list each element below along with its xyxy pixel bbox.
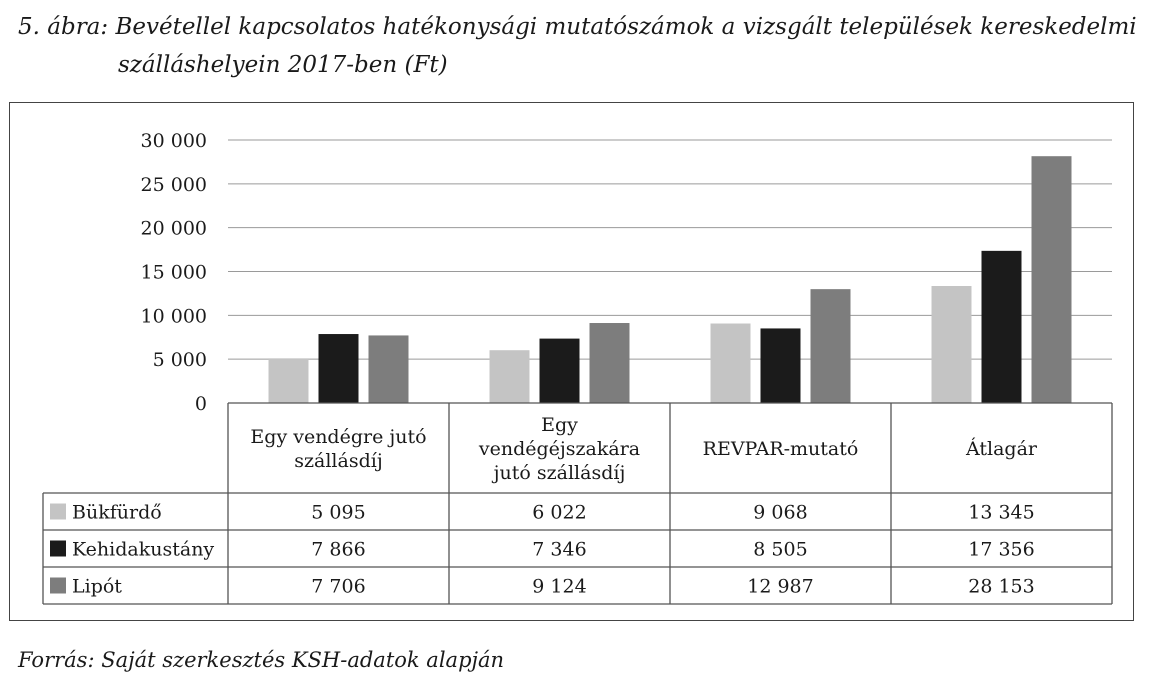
bar (982, 251, 1022, 403)
category-label: Átlagár (966, 438, 1037, 460)
bar (761, 328, 801, 403)
y-tick-label: 30 000 (140, 130, 207, 152)
table-value: 6 022 (532, 501, 587, 524)
category-label: vendégéjszakára (478, 438, 641, 460)
bar (711, 324, 751, 403)
table-value: 5 095 (311, 501, 366, 524)
bar (369, 335, 409, 403)
table-value: 9 124 (532, 575, 587, 598)
category-label: Egy vendégre jutó (250, 426, 427, 448)
bar (1032, 156, 1072, 403)
table-value: 9 068 (753, 501, 808, 524)
bar (269, 358, 309, 403)
table-value: 13 345 (968, 501, 1035, 524)
bars (269, 156, 1072, 403)
legend-swatch (50, 504, 66, 520)
y-tick-label: 5 000 (152, 349, 207, 372)
data-table (43, 403, 1112, 604)
y-axis (141, 130, 207, 415)
bar (540, 339, 580, 403)
bar (932, 286, 972, 403)
table-value: 12 987 (747, 575, 814, 598)
table-value: 7 346 (532, 538, 587, 561)
chart-title-line-2: szálláshelyein 2017-ben (Ft) (118, 52, 448, 78)
table-value: 7 706 (311, 575, 366, 598)
bar (319, 334, 359, 403)
y-tick-label: 20 000 (140, 217, 207, 240)
y-tick-label: 25 000 (140, 173, 207, 196)
category-label: REVPAR-mutató (702, 438, 859, 460)
category-label: jutó szállásdíj (493, 462, 626, 484)
chart-title-line-1: 5. ábra: Bevétellel kapcsolatos hatékonysági mutatószámok a vizsgált települések kereskedelmi (18, 14, 1137, 40)
legend-label: Bükfürdő (72, 501, 162, 524)
y-tick-label: 10 000 (140, 305, 207, 328)
legend-swatch (50, 541, 66, 557)
gridlines (228, 140, 1112, 359)
table-value: 7 866 (311, 538, 366, 561)
category-label: Egy (541, 414, 578, 436)
legend-label: Lipót (72, 575, 122, 598)
y-tick-label: 0 (194, 393, 207, 415)
bar (811, 289, 851, 403)
legend-swatch (50, 578, 66, 594)
table-value: 8 505 (753, 538, 808, 561)
bar (490, 350, 530, 403)
category-label: szállásdíj (294, 450, 383, 472)
table-value: 17 356 (968, 538, 1035, 561)
bar (590, 323, 630, 403)
table-value: 28 153 (968, 575, 1035, 598)
source-note: Forrás: Saját szerkesztés KSH-adatok alapján (18, 648, 505, 672)
y-tick-label: 15 000 (140, 261, 207, 284)
legend-label: Kehidakustány (72, 538, 215, 561)
